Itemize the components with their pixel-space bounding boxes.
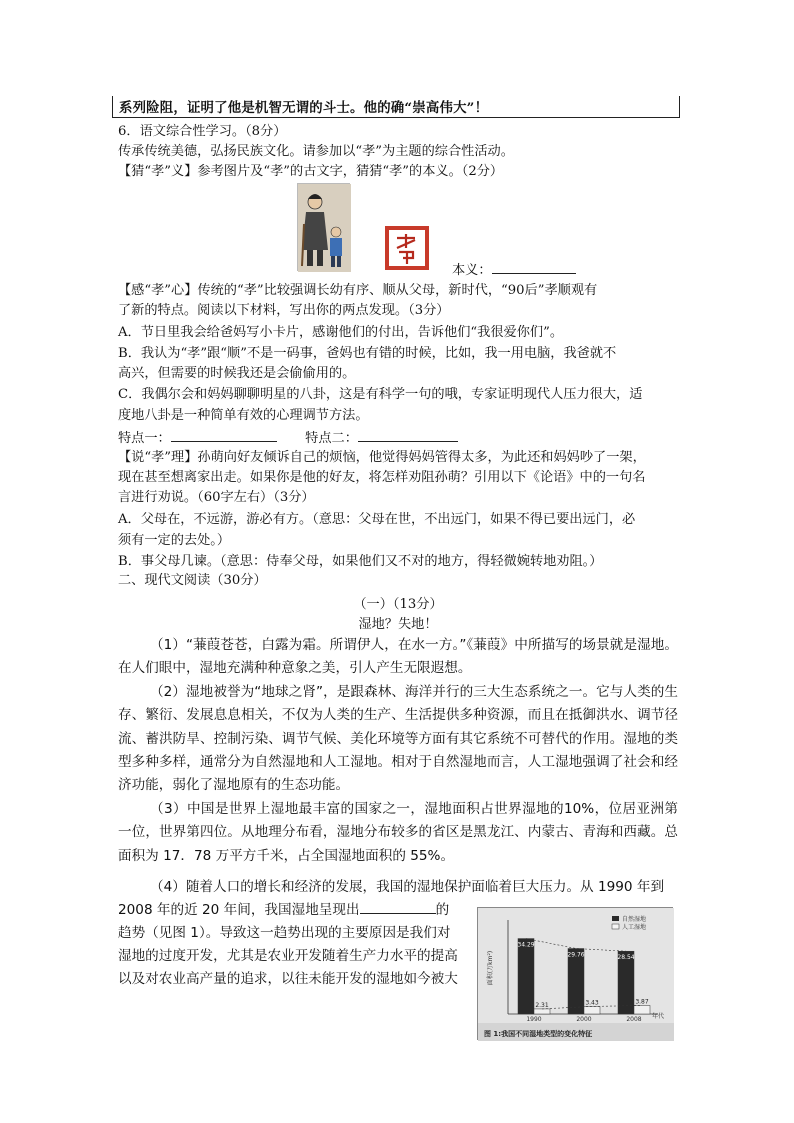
q6-intro: 传承传统美德，弘扬民族文化。请参加以“孝”为主题的综合性活动。 [118,144,514,159]
paragraph-1: （1）“蒹葭苍苍，白露为霜。所谓伊人，在水一方。”《蒹葭》中所描写的场景就是湿地。在人们眼中，湿地充满种种意象之美，引人产生无限遐想。 [118,637,678,677]
paragraph-4c: 趋势（见图 1）。导致这一趋势出现的主要原因是我们对 [118,925,451,941]
x-tick-2000: 2000 [576,1016,592,1023]
q6-feel-2: 了新的特点。阅读以下材料，写出你的两点发现。（3分） [118,303,450,318]
feature-2-blank[interactable] [358,428,458,442]
data-label-artificial-2008: 3.87 [635,998,649,1006]
paragraph-4e: 以及对农业高产量的追求，以往未能开发的湿地如今被大 [118,971,458,987]
ancient-xiao-seal-icon [385,226,429,270]
q6-option-c-2: 度地八卦是一种简单有效的心理调节方法。 [118,408,369,423]
top-box-text: 系列险阻，证明了他是机智无谓的斗士。他的确“崇高伟大”！ [119,100,489,116]
wetland-chart-svg [478,908,674,1041]
q6-say-2: 现在甚至想离家出走。如果你是他的好友，将怎样劝阻孙萌？引用以下《论语》中的一句名 [118,470,646,485]
q6-option-b-2: 高兴，但需要的时候我还是会偷偷用的。 [118,366,356,381]
data-label-artificial-1990: 2.31 [535,1001,549,1009]
q6-option-a: A．节日里我会给爸妈写小卡片，感谢他们的付出，告诉他们“我很爱你们”。 [118,325,564,340]
bar-artificial-2008 [634,1005,650,1014]
lunyu-b: B．事父母几谏。（意思：侍奉父母，如果他们又不对的地方，得轻微婉转地劝阻。） [118,554,603,569]
bar-artificial-1990 [534,1009,550,1014]
q6-option-c-1: C．我偶尔会和妈妈聊聊明星的八卦，这是有科学一句的哦，专家证明现代人压力很大，适 [118,387,643,402]
paragraph-4b-row [118,899,449,922]
paragraph-4b-end: 的 [435,902,450,918]
feature-1-blank[interactable] [171,428,277,442]
paragraph-4d: 湿地的过度开发，尤其是农业开发随着生产力水平的提高 [118,948,458,964]
legend-natural-label: 自然湿地 [622,916,647,923]
paragraph-4b: 2008 年的近 20 年间，我国湿地呈现出 [118,902,360,918]
wetland-chart [477,907,673,1040]
data-label-natural-2008: 28.54 [617,954,635,962]
bar-artificial-2000 [584,1006,600,1014]
article-body [118,634,678,868]
chart-title: 图 1:我国不同湿地类型的变化特征 [484,1030,593,1038]
chart-ylabel: 面积(万km²) [487,950,494,986]
section2-sub: （一）（13分） [353,597,443,612]
lunyu-a-2: 须有一定的去处。） [118,533,231,548]
q6-title: 6．语文综合性学习。（8分） [118,124,287,139]
trend-answer-blank[interactable] [360,900,436,914]
q6-guess: 【猜“孝”义】参考图片及“孝”的古文字，猜猜“孝”的本义。（2分） [118,164,504,179]
data-label-natural-2000: 29.76 [567,951,585,959]
section2-title: 二、现代文阅读（30分） [118,573,267,588]
feature-1-label: 特点一： [118,431,171,446]
x-tick-1990: 1990 [526,1016,542,1023]
paragraph-2: （2）湿地被誉为“地球之肾”，是跟森林、海洋并行的三大生态系统之一。它与人类的生存、繁衍、发展息息相关，不仅为人类的生产、生活提供多种资源，而且在抵御洪水、调节径流、蓄洪防旱、控制污染、调节气候、美化环境等方面有其它系统不可替代的作用。湿地的类型多种多样，通常分为自然湿地和人工湿地。相对于自然湿地而言，人工湿地强调了社会和经济功能，弱化了湿地原有的生态功能。 [118,683,678,794]
legend-artificial-label: 人工湿地 [622,924,647,931]
paragraph-3: （3）中国是世界上湿地最丰富的国家之一，湿地面积占世界湿地的10%，位居亚洲第一位，世界第四位。从地理分布看，湿地分布较多的省区是黑龙江、内蒙古、青海和西藏。总面积为 17．78 万平方千米，占全国湿地面积的 55%。 [118,800,678,864]
benyi-answer-blank[interactable] [492,260,576,274]
filial-piety-photo [297,183,350,271]
benyi-row [452,260,576,281]
top-boxed-text [112,96,680,118]
q6-say-1: 【说“孝”理】孙萌向好友倾诉自己的烦恼，他觉得妈妈管得太多，为此还和妈妈吵了一架， [118,450,646,465]
data-label-artificial-2000: 3.43 [585,999,599,1007]
q6-feel-1: 【感“孝”心】传统的“孝”比较强调长幼有序、顺从父母，新时代，“90后”孝顺观有 [118,283,598,298]
paragraph-4a: （4）随着人口的增长和经济的发展，我国的湿地保护面临着巨大压力。从 1990 年到 [150,879,665,895]
benyi-label: 本义： [452,263,492,278]
lunyu-a-1: A．父母在，不远游，游必有方。（意思：父母在世，不出远门，如果不得已要出远门，必 [118,512,636,527]
bar-natural-1990 [518,939,534,1014]
x-tick-2008: 2008 [626,1016,642,1023]
article-title: 湿地？失地！ [358,617,438,632]
legend-swatch-natural [612,916,619,921]
features-row [118,428,458,449]
data-label-natural-1990: 34.29 [517,941,535,949]
q6-option-b-1: B．我认为“孝”跟“顺”不是一码事，爸妈也有错的时候，比如，我一用电脑，我爸就不 [118,346,617,361]
legend-swatch-artificial [612,924,619,929]
q6-say-3: 言进行劝说。（60字左右）（3分） [118,490,315,505]
feature-2-label: 特点二： [305,431,358,446]
chart-xlabel: 年代 [651,1013,664,1020]
